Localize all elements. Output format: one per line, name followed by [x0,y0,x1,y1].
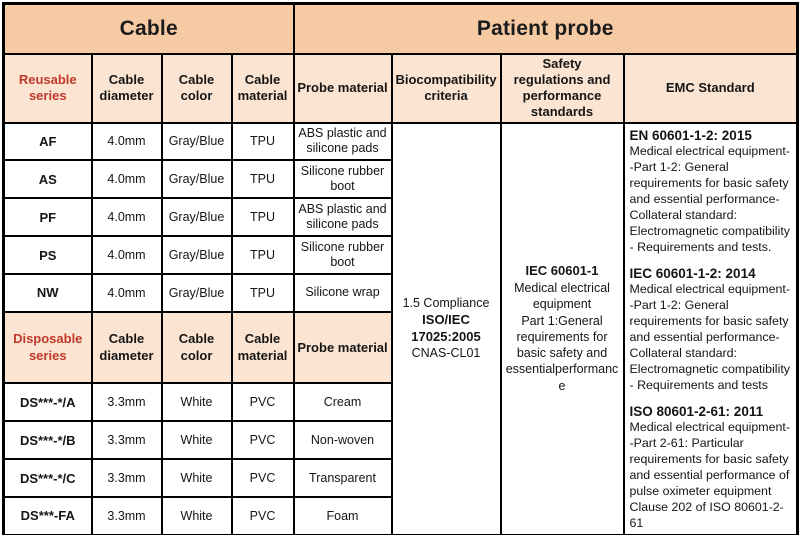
probe-material-cell: ABS plastic and silicone pads [294,198,392,236]
series-cell: NW [4,274,92,312]
cable-material-header: Cable material [232,312,294,384]
series-cell: PF [4,198,92,236]
material-cell: PVC [232,459,294,497]
biocompatibility-cnas: CNAS-CL01 [411,346,481,361]
series-cell: DS***-*/A [4,383,92,421]
diameter-cell: 4.0mm [92,274,162,312]
table-row [4,123,798,161]
emc-block-title: EN 60601-1-2: 2015 [629,127,752,143]
safety-standards-cell [501,123,624,535]
probe-material-header: Probe material [294,312,392,384]
series-cell: DS***-*/C [4,459,92,497]
probe-material-header: Probe material [294,54,392,123]
biocompatibility-header: Biocompatibility criteria [392,54,501,123]
probe-material-cell: Cream [294,383,392,421]
diameter-cell: 3.3mm [92,459,162,497]
series-cell: DS***-*/B [4,421,92,459]
probe-material-cell: Silicone rubber boot [294,160,392,198]
safety-equipment-text: Medical electrical equipment [514,281,610,312]
safety-standards-header: Safety regulations and performance standards [501,54,624,123]
diameter-cell: 3.3mm [92,383,162,421]
cable-color-header: Cable color [162,312,232,384]
series-cell: AF [4,123,92,161]
color-cell: White [162,383,232,421]
cable-material-header: Cable material [232,54,294,123]
emc-block-title: ISO 80601-2-61: 2011 [629,403,764,419]
biocompatibility-cell [392,123,501,535]
biocompatibility-line: 1.5 Compliance [402,296,490,311]
emc-block-iso80601 [630,403,793,532]
top-header-row [4,4,798,54]
diameter-cell: 3.3mm [92,421,162,459]
emc-block-body: Medical electrical equipment--Part 2-61: Particular requirements for basic safety and essential performance of pulse oximeter equipment Clause 202 of ISO 80601-2-61 [629,420,790,530]
probe-material-cell: Silicone wrap [294,274,392,312]
color-cell: White [162,497,232,535]
diameter-cell: 4.0mm [92,236,162,274]
probe-material-cell: ABS plastic and silicone pads [294,123,392,161]
safety-requirements-text: Part 1:General requirements for basic safety and essentialperformance [505,313,619,393]
cable-diameter-header: Cable diameter [92,54,162,123]
series-cell: AS [4,160,92,198]
probe-material-cell: Non-woven [294,421,392,459]
patient-probe-header: Patient probe [294,4,798,54]
emc-block-body: Medical electrical equipment--Part 1-2: General requirements for basic safety and essential performance-Collateral standard: Electromagnetic compatibility - Requirements and tests [629,282,790,392]
series-cell: PS [4,236,92,274]
column-header-row [4,54,798,123]
emc-standard-cell [624,123,798,535]
cable-diameter-header: Cable diameter [92,312,162,384]
material-cell: TPU [232,160,294,198]
emc-block-title: IEC 60601-1-2: 2014 [629,265,756,281]
probe-material-cell: Transparent [294,459,392,497]
color-cell: White [162,459,232,497]
emc-block-body: Medical electrical equipment--Part 1-2: General requirements for basic safety and essential performance-Collateral standard: Electromagnetic compatibility - Requirements and tests. [629,144,790,254]
disposable-series-header: Disposable series [4,312,92,384]
safety-standard-title: IEC 60601-1 [525,263,599,279]
material-cell: PVC [232,421,294,459]
material-cell: TPU [232,236,294,274]
emc-block-iec60601 [630,265,793,394]
material-cell: PVC [232,383,294,421]
diameter-cell: 4.0mm [92,198,162,236]
cable-color-header: Cable color [162,54,232,123]
diameter-cell: 4.0mm [92,123,162,161]
material-cell: TPU [232,198,294,236]
material-cell: TPU [232,274,294,312]
diameter-cell: 4.0mm [92,160,162,198]
color-cell: Gray/Blue [162,160,232,198]
probe-cable-spec-table [2,2,799,535]
cable-header: Cable [4,4,294,54]
color-cell: Gray/Blue [162,274,232,312]
emc-block-en60601 [630,127,793,256]
series-cell: DS***-FA [4,497,92,535]
probe-material-cell: Foam [294,497,392,535]
material-cell: PVC [232,497,294,535]
emc-standard-header: EMC Standard [624,54,798,123]
material-cell: TPU [232,123,294,161]
color-cell: White [162,421,232,459]
color-cell: Gray/Blue [162,198,232,236]
color-cell: Gray/Blue [162,123,232,161]
probe-material-cell: Silicone rubber boot [294,236,392,274]
reusable-series-header: Reusable series [4,54,92,123]
diameter-cell: 3.3mm [92,497,162,535]
color-cell: Gray/Blue [162,236,232,274]
biocompatibility-standard: ISO/IEC 17025:2005 [411,311,481,344]
